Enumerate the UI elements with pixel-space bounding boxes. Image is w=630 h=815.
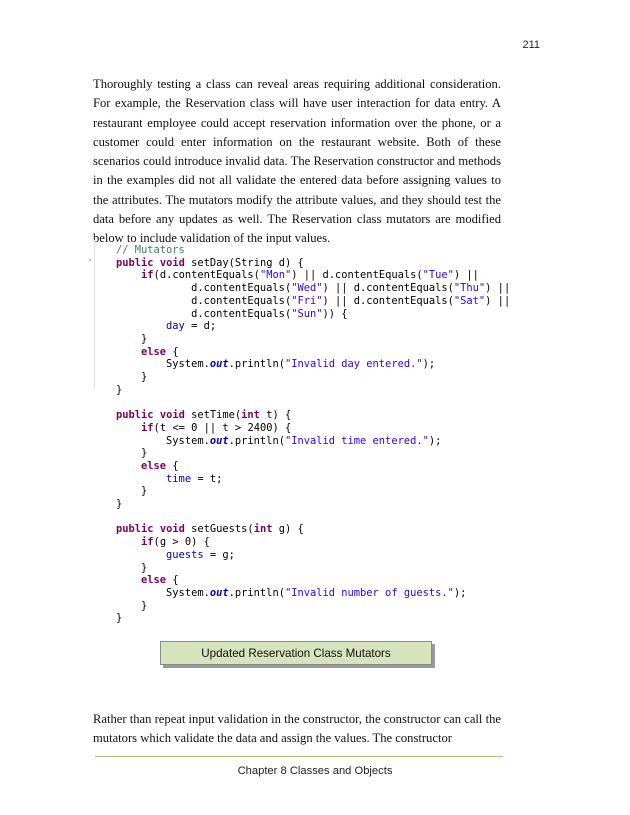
java-source: // Mutators public void setDay(String d) { if(d.contentEquals("Mon") || d.contentEquals("Tue") || d.contentEquals("Wed") || d.contentEquals("Thu") || d.contentEquals("Fri") || d.contentEquals("Sat") || d.contentEquals("Sun")) { day = d; } else { System.out.println("Invalid day entered."); } } public void setTime(int t) { if(t <= 0 || t > 2400) { System.out.println("Invalid time entered."); } else { time = t; } } public void setGuests(int g) { if(g > 0) { guests = g; } else { System.out.println("Invalid number of guests."); } } <box>116 244 511 625</box>
body-paragraph: Thoroughly testing a class can reveal areas requiring additional consideration. For example, the Reservation class will have user interaction for data entry. A restaurant employee could accept reservation information over the phone, or a customer could enter information on the restaurant website. Both of these scenarios could introduce invalid data. The Reservation constructor and methods in the examples did not all validate the entered data before assigning values to the attributes. The mutators modify the attribute values, and they should test the data before any updates as well. The Reservation class mutators are modified below to include validation of the input values. <box>93 77 501 246</box>
code-gutter <box>94 240 97 390</box>
gutter-marker <box>89 259 91 261</box>
footer-chapter-title: Chapter 8 Classes and Objects <box>237 765 393 777</box>
page-number: 211 <box>522 39 540 51</box>
body-paragraph: Rather than repeat input validation in the constructor, the constructor can call the mutators which validate the data and assign the values. The constructor <box>93 712 501 746</box>
figure-caption: Updated Reservation Class Mutators <box>160 641 432 665</box>
code-listing <box>94 240 511 625</box>
footer-divider <box>95 756 503 757</box>
